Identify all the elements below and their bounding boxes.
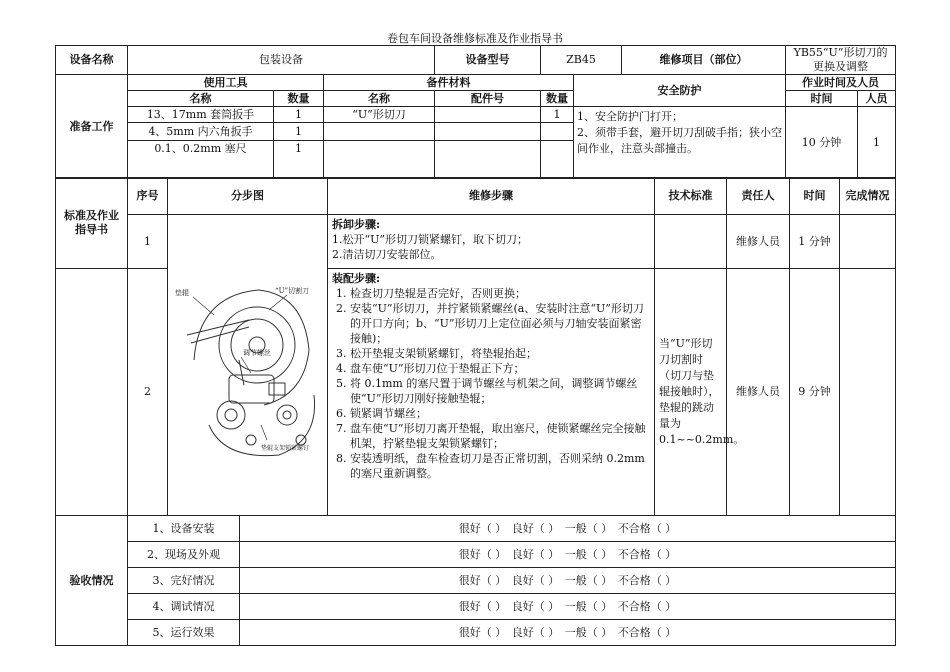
label-adjust-screw: 调节螺丝 <box>242 349 271 357</box>
materials-col-qty: 数量 <box>541 91 574 107</box>
assembly-step: 3. 松开垫辊支架锁紧螺钉，将垫辊抬起； <box>350 346 650 361</box>
safety-note: 2、须带手套，避开切刀刮破手指；狭小空间作业，注意头部撞击。 <box>577 126 782 155</box>
col-seq: 序号 <box>128 178 168 215</box>
row-seq: 2 <box>128 269 168 516</box>
row-done <box>840 269 896 516</box>
assembly-step: 6. 锁紧调节螺丝； <box>350 406 650 421</box>
guide-table <box>55 177 896 516</box>
acceptance-item: 4、调试情况 <box>128 594 240 620</box>
item-value: YB55“U”形切刀的更换及调整 <box>786 46 896 75</box>
row-time: 1 分钟 <box>790 215 840 269</box>
equipment-name-label: 设备名称 <box>56 46 128 75</box>
label-u-blade: “U”切割刀 <box>274 287 309 295</box>
guide-label-continued <box>56 269 128 516</box>
tools-header: 使用工具 <box>128 75 324 91</box>
header-prep-table <box>55 45 896 179</box>
model-label: 设备型号 <box>435 46 541 75</box>
assembly-step: 8. 安装透明纸，盘车检查切刀是否正常切割，否则采纳 0.2mm 的塞尺重新调整。 <box>350 451 650 481</box>
safety-notes <box>574 107 786 179</box>
acceptance-item: 3、完好情况 <box>128 568 240 594</box>
model-value: ZB45 <box>541 46 622 75</box>
material-empty <box>435 141 541 179</box>
material-qty: 1 <box>541 107 574 123</box>
prep-label: 准备工作 <box>56 75 128 179</box>
acceptance-rating: 很好（ ） 良好（ ） 一般（ ） 不合格（ ） <box>240 516 896 542</box>
col-diagram: 分步图 <box>168 178 328 215</box>
acceptance-item: 1、设备安装 <box>128 516 240 542</box>
acceptance-rating: 很好（ ） 良好（ ） 一般（ ） 不合格（ ） <box>240 620 896 646</box>
tool-name: 0.1、0.2mm 塞尺 <box>128 141 274 179</box>
acceptance-label: 验收情况 <box>56 516 128 646</box>
assembly-step: 2. 安装“U”形切刀，并拧紧锁紧螺丝(a、安装时注意“U”形切刀的开口方向；b、“U”形切刀上定位面必须与刀轴安装面紧密接触)； <box>350 301 650 346</box>
row-done <box>840 215 896 269</box>
equipment-name: 包装设备 <box>128 46 435 75</box>
material-empty <box>541 123 574 141</box>
col-time: 时间 <box>790 178 840 215</box>
tool-qty: 1 <box>274 107 324 123</box>
assembly-step-list <box>332 286 650 481</box>
assembly-title: 装配步骤: <box>332 272 381 285</box>
cutter-diagram <box>169 265 327 465</box>
col-steps: 维修步骤 <box>328 178 655 215</box>
disassembly-steps <box>328 215 655 269</box>
material-empty <box>541 141 574 179</box>
material-empty <box>324 141 435 179</box>
acceptance-table <box>55 515 896 646</box>
guide-label: 标准及作业指导书 <box>56 178 128 269</box>
assembly-steps <box>328 269 655 516</box>
tools-col-qty: 数量 <box>274 91 324 107</box>
tools-col-name: 名称 <box>128 91 274 107</box>
materials-col-name: 名称 <box>324 91 435 107</box>
time-people-header: 作业时间及人员 <box>786 75 896 91</box>
tool-name: 4、5mm 内六角扳手 <box>128 123 274 141</box>
assembly-step: 4. 盘车使“U”形切刀位于垫辊正下方； <box>350 361 650 376</box>
row-time: 9 分钟 <box>790 269 840 516</box>
row-owner: 维修人员 <box>727 269 790 516</box>
row-seq: 1 <box>128 215 168 269</box>
disassembly-title: 拆卸步骤: <box>332 218 381 231</box>
assembly-step: 5. 将 0.1mm 的塞尺置于调节螺丝与机架之间，调整调节螺丝使“U”形切刀刚好接触垫辊； <box>350 376 650 406</box>
acceptance-rating: 很好（ ） 良好（ ） 一般（ ） 不合格（ ） <box>240 542 896 568</box>
tool-name: 13、17mm 套筒扳手 <box>128 107 274 123</box>
disassembly-step: 2.清洁切刀安装部位。 <box>332 248 442 261</box>
material-empty <box>435 123 541 141</box>
item-label: 维修项目（部位） <box>622 46 786 75</box>
people-col: 人员 <box>858 91 896 107</box>
acceptance-item: 5、运行效果 <box>128 620 240 646</box>
label-lock-screw: 垫辊支架锁紧螺钉 <box>260 445 309 452</box>
col-done: 完成情况 <box>840 178 896 215</box>
tool-qty: 1 <box>274 123 324 141</box>
materials-col-part-no: 配件号 <box>435 91 541 107</box>
time-col: 时间 <box>786 91 858 107</box>
document-title: 卷包车间设备维修标准及作业指导书 <box>387 32 563 45</box>
tool-qty: 1 <box>274 141 324 179</box>
prep-people: 1 <box>858 107 896 179</box>
material-empty <box>324 123 435 141</box>
assembly-step: 1. 检查切刀垫辊是否完好，否则更换； <box>350 286 650 301</box>
row-tech <box>655 215 727 269</box>
acceptance-item: 2、现场及外观 <box>128 542 240 568</box>
disassembly-step: 1.松开“U”形切刀锁紧螺钉，取下切刀； <box>332 233 529 246</box>
acceptance-rating: 很好（ ） 良好（ ） 一般（ ） 不合格（ ） <box>240 594 896 620</box>
material-part-no <box>435 107 541 123</box>
label-pad-roller: 垫辊 <box>174 289 189 297</box>
prep-time: 10 分钟 <box>786 107 858 179</box>
row-tech: 当“U”形切刀切割时（切刀与垫辊接触时），垫辊的跳动量为 0.1~~0.2mm。 <box>655 269 727 516</box>
row-owner: 维修人员 <box>727 215 790 269</box>
col-owner: 责任人 <box>727 178 790 215</box>
step-diagram <box>168 215 328 516</box>
materials-header: 备件材料 <box>324 75 574 91</box>
safety-note: 1、安全防护门打开； <box>577 110 683 123</box>
col-tech: 技术标准 <box>655 178 727 215</box>
assembly-step: 7. 盘车使“U”形切刀离开垫辊，取出塞尺，使锁紧螺丝完全接触机架，拧紧垫辊支架锁紧螺钉； <box>350 421 650 451</box>
safety-header: 安全防护 <box>574 75 786 107</box>
acceptance-rating: 很好（ ） 良好（ ） 一般（ ） 不合格（ ） <box>240 568 896 594</box>
material-name: “U”形切刀 <box>324 107 435 123</box>
